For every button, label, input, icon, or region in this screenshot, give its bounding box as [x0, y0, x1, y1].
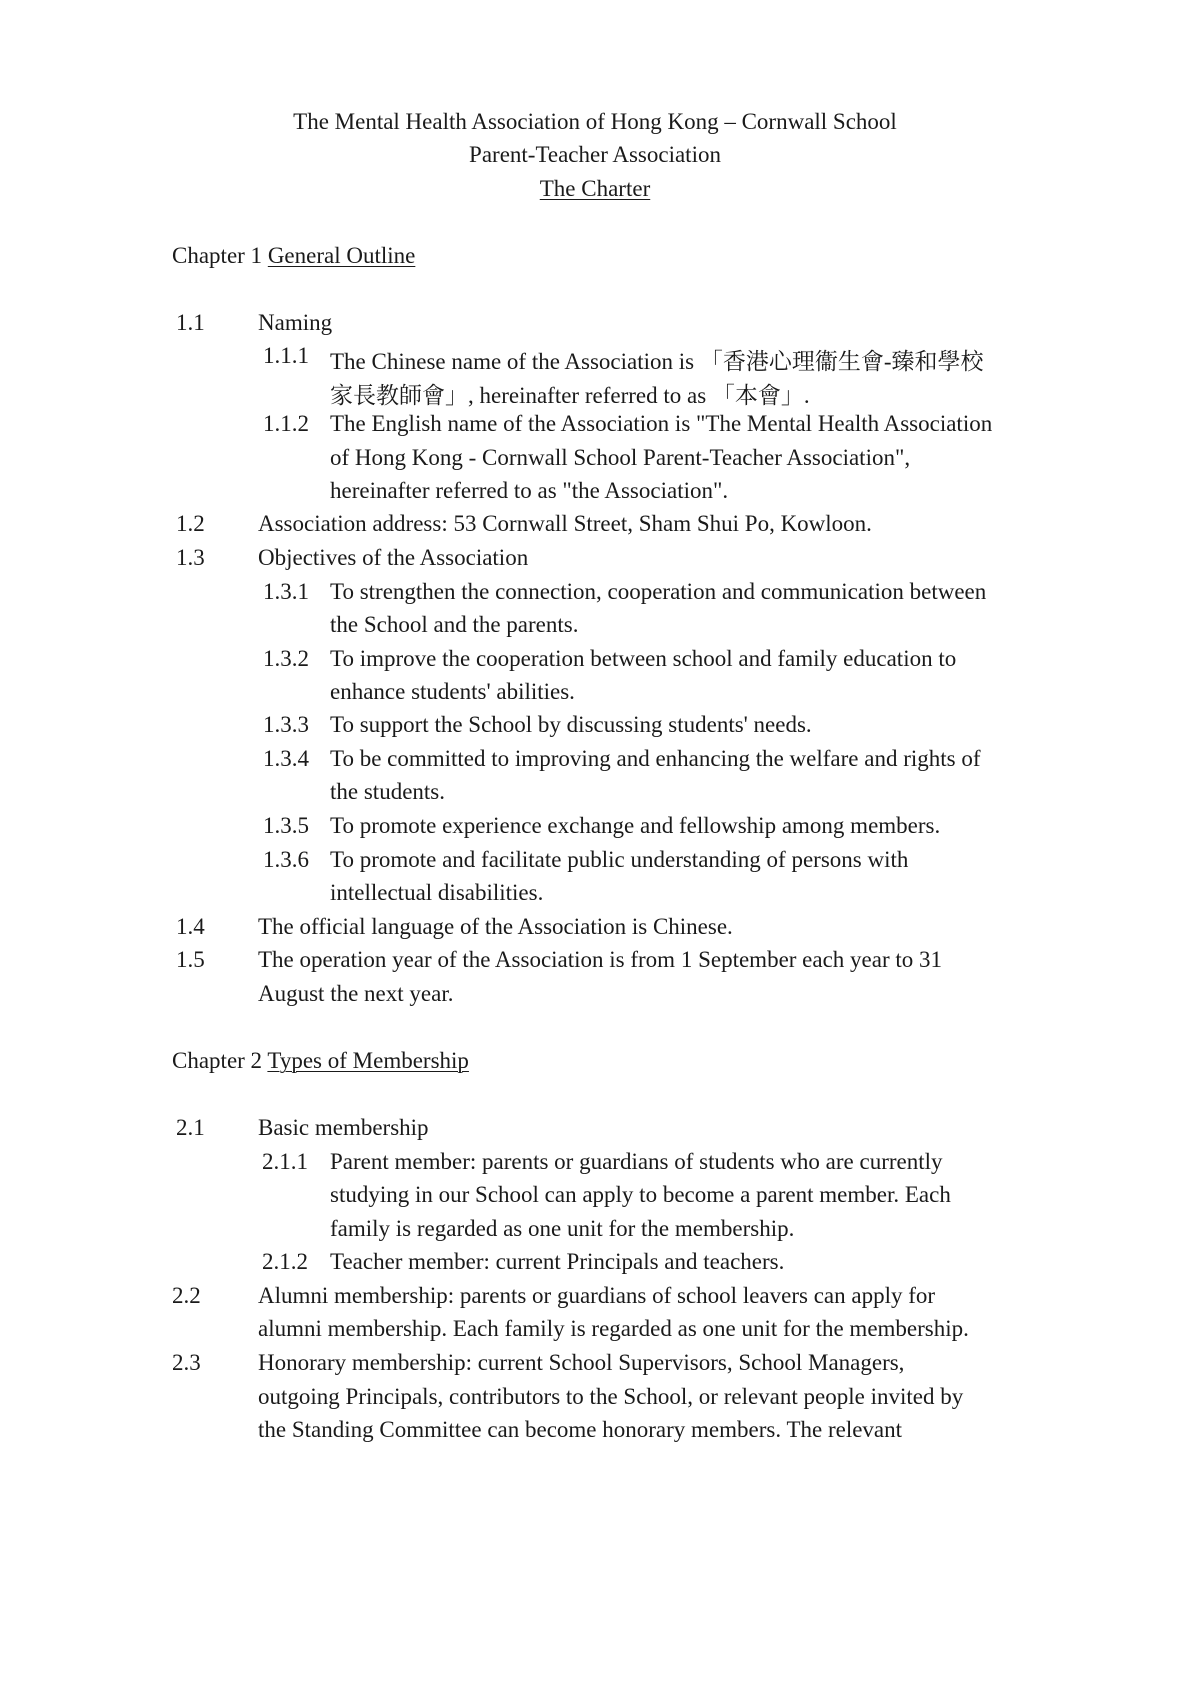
chapter-2-heading: [172, 1048, 469, 1074]
subsection-number: 1.3.6: [263, 847, 309, 872]
subsection-text: The Chinese name of the Association is 「香港心理衞生會-臻和學校: [330, 349, 984, 374]
section-number: 2.3: [172, 1350, 201, 1375]
subsection-text: Parent member: parents or guardians of students who are currently: [330, 1149, 943, 1174]
section-text: The operation year of the Association is from 1 September each year to 31: [258, 947, 943, 972]
subsection-number: 1.1.2: [263, 411, 309, 436]
section-number: 2.1: [176, 1115, 205, 1140]
subsection-number: 1.3.4: [263, 746, 309, 771]
section-number: 1.1: [176, 310, 205, 335]
subsection-number: 2.1.2: [262, 1249, 308, 1274]
subsection-text: The English name of the Association is "The Mental Health Association: [330, 411, 993, 436]
chapter-2-prefix: Chapter 2: [172, 1048, 263, 1073]
subsection-text: intellectual disabilities.: [330, 880, 544, 905]
chapter-2-title: Types of Membership: [267, 1048, 469, 1073]
subsection-text: To promote and facilitate public understanding of persons with: [330, 847, 909, 872]
section-number: 1.5: [176, 947, 205, 972]
subsection-text: the School and the parents.: [330, 612, 579, 637]
subsection-text: studying in our School can apply to become a parent member. Each: [330, 1182, 951, 1207]
subsection-text: To improve the cooperation between school and family education to: [330, 646, 957, 671]
section-text: August the next year.: [258, 981, 454, 1006]
subsection-text: 家長教師會」, hereinafter referred to as 「本會」.: [330, 383, 810, 408]
section-text: Honorary membership: current School Supervisors, School Managers,: [258, 1350, 905, 1375]
section-number: 1.2: [176, 511, 205, 536]
subsection-text: Teacher member: current Principals and teachers.: [330, 1249, 785, 1274]
subsection-text: To support the School by discussing students' needs.: [330, 712, 812, 737]
subsection-number: 1.1.1: [263, 343, 309, 368]
subsection-number: 2.1.1: [262, 1149, 308, 1174]
charter-title: The Charter: [539, 176, 651, 201]
document-title-line1: The Mental Health Association of Hong Kong – Cornwall School: [293, 109, 897, 134]
chapter-1-heading: [172, 243, 415, 269]
subsection-text: enhance students' abilities.: [330, 679, 575, 704]
section-text: Alumni membership: parents or guardians of school leavers can apply for: [258, 1283, 936, 1308]
subsection-text: To promote experience exchange and fellowship among members.: [330, 813, 941, 838]
section-text: Basic membership: [258, 1115, 429, 1140]
chapter-1-title: General Outline: [267, 243, 416, 268]
section-text: Association address: 53 Cornwall Street, Sham Shui Po, Kowloon.: [258, 511, 872, 536]
chapter-1-prefix: Chapter 1: [172, 243, 263, 268]
subsection-text: of Hong Kong - Cornwall School Parent-Teacher Association",: [330, 445, 911, 470]
section-text: alumni membership. Each family is regarded as one unit for the membership.: [258, 1316, 969, 1341]
subsection-number: 1.3.3: [263, 712, 309, 737]
subsection-text: To be committed to improving and enhancing the welfare and rights of: [330, 746, 981, 771]
section-number: 1.4: [176, 914, 205, 939]
subsection-number: 1.3.1: [263, 579, 309, 604]
subsection-text: To strengthen the connection, cooperation and communication between: [330, 579, 987, 604]
subsection-text: hereinafter referred to as "the Association".: [330, 478, 729, 503]
document-title-line3: [0, 176, 1190, 202]
section-text: The official language of the Association is Chinese.: [258, 914, 733, 939]
section-number: 1.3: [176, 545, 205, 570]
subsection-text: family is regarded as one unit for the membership.: [330, 1216, 795, 1241]
document-title-line2: Parent-Teacher Association: [469, 142, 721, 167]
subsection-number: 1.3.2: [263, 646, 309, 671]
section-text: outgoing Principals, contributors to the School, or relevant people invited by: [258, 1384, 964, 1409]
section-text: Naming: [258, 310, 333, 335]
subsection-number: 1.3.5: [263, 813, 309, 838]
section-text: Objectives of the Association: [258, 545, 529, 570]
subsection-text: the students.: [330, 779, 445, 804]
section-number: 2.2: [172, 1283, 201, 1308]
section-text: the Standing Committee can become honorary members. The relevant: [258, 1417, 903, 1442]
